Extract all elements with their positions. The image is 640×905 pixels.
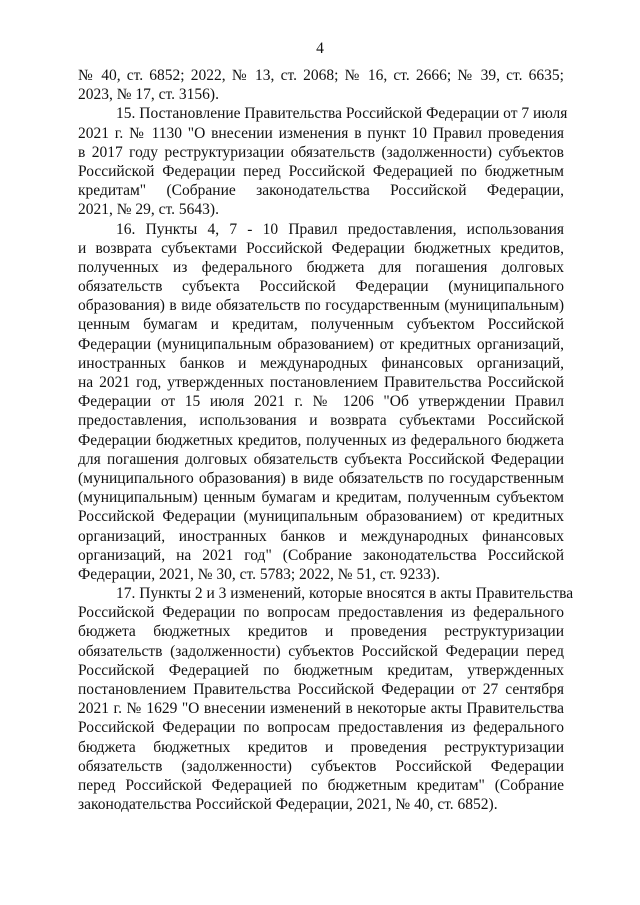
text-line: организаций, иностранных банков и международных финансовых	[78, 527, 564, 545]
text-line: бюджета бюджетных кредитов и проведения реструктуризации	[78, 738, 564, 756]
text-line: бюджета бюджетных кредитов и проведения реструктуризации	[78, 623, 564, 641]
text-line: на 2021 год, утвержденных постановлением Правительства Российской	[78, 374, 564, 391]
text-line: перед Российской Федерацией по бюджетным кредитам" (Собрание	[78, 776, 564, 794]
document-body	[78, 66, 574, 814]
text-line: иностранных банков и международных финансовых организаций,	[78, 354, 564, 372]
text-line: (муниципальным) ценным бумагам и кредитам, полученным субъектом	[78, 489, 564, 507]
text-line: Федерации (муниципальным образованием) от кредитных организаций,	[78, 335, 564, 353]
text-line: Российской Федерации по вопросам предоставления из федерального	[78, 719, 564, 737]
text-line: 16. Пункты 4, 7 - 10 Правил предоставления, использования	[116, 220, 564, 238]
text-line: полученных из федерального бюджета для погашения долговых	[78, 258, 564, 276]
text-line: Федерации от 15 июля 2021 г. № 1206 "Об утверждении Правил	[78, 393, 564, 411]
text-line: законодательства Российской Федерации, 2021, № 40, ст. 6852).	[78, 796, 498, 814]
text-line: 2021, № 29, ст. 5643).	[78, 201, 219, 219]
text-line: 2021 г. № 1130 "О внесении изменения в пункт 10 Правил проведения	[78, 124, 564, 142]
text-line: кредитам" (Собрание законодательства Российской Федерации,	[78, 182, 564, 200]
text-line: Российской Федерацией по бюджетным кредитам, утвержденных	[78, 661, 564, 679]
text-line: 2023, № 17, ст. 3156).	[78, 86, 219, 104]
text-line: 2021 г. № 1629 "О внесении изменений в некоторые акты Правительства	[78, 700, 564, 718]
text-line: Российской Федерации перед Российской Федерацией по бюджетным	[78, 162, 564, 180]
text-line: Федерации, 2021, № 30, ст. 5783; 2022, № 51, ст. 9233).	[78, 565, 440, 583]
text-line: (муниципального образования) в виде обязательств по государственным	[78, 469, 564, 487]
text-line: обязательств субъекта Российской Федерации (муниципального	[78, 278, 564, 296]
text-line: для погашения долговых обязательств субъекта Российской Федерации	[78, 450, 564, 468]
text-line: и возврата субъектами Российской Федерации бюджетных кредитов,	[78, 239, 564, 257]
text-line: постановлением Правительства Российской Федерации от 27 сентября	[78, 681, 564, 698]
text-line: обязательств (задолженности) субъектов Российской Федерации перед	[78, 642, 564, 660]
text-line: ценным бумагам и кредитам, полученным субъектом Российской	[78, 316, 564, 334]
text-line: 15. Постановление Правительства Российской Федерации от 7 июля	[116, 105, 568, 123]
text-line: 17. Пункты 2 и 3 изменений, которые вносятся в акты Правительства	[116, 585, 574, 603]
text-line: организаций, на 2021 год" (Собрание законодательства Российской	[78, 546, 564, 564]
text-line: Российской Федерации по вопросам предоставления из федерального	[78, 604, 564, 622]
text-line: обязательств (задолженности) субъектов Российской Федерации	[78, 757, 564, 775]
text-line: в 2017 году реструктуризации обязательств (задолженности) субъектов	[78, 143, 564, 161]
text-line: Российской Федерации (муниципальным образованием) от кредитных	[78, 508, 564, 526]
text-line: предоставления, использования и возврата субъектами Российской	[78, 412, 564, 430]
text-line: № 40, ст. 6852; 2022, № 13, ст. 2068; № 16, ст. 2666; № 39, ст. 6635;	[78, 67, 564, 84]
text-line: образования) в виде обязательств по государственным (муниципальным)	[78, 297, 564, 315]
page-number: 4	[316, 40, 324, 57]
text-line: Федерации бюджетных кредитов, полученных из федерального бюджета	[78, 431, 564, 449]
